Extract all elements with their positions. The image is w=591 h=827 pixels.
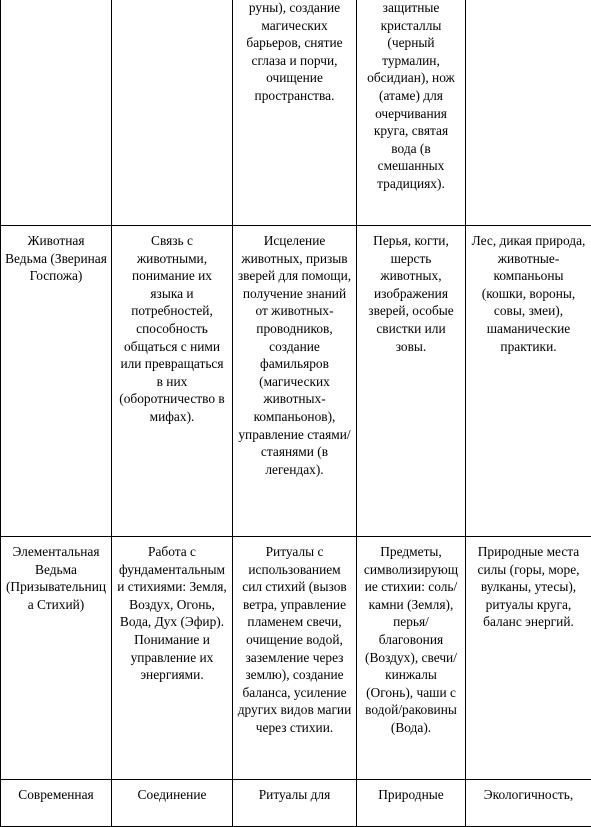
table-cell [466,780,591,827]
witch-type-cell [1,780,112,827]
cell-text: Природные места силы (горы, море, вулканы, утесы), ритуалы круга, баланс энергий. [470,543,587,631]
table-cell [233,780,357,827]
table-cell [466,0,591,226]
table-cell [466,226,591,537]
cell-text: Элементальная Ведьма (Призывательница Стихий) [5,543,107,613]
cell-text: Экологичность, [470,786,587,804]
table-cell [466,537,591,780]
table-cell [1,0,112,226]
cell-text: Исцеление животных, призыв зверей для помощи, получение знаний от животных-проводников, создание фамильяров (магических животных-компаньонов), управление стаями/стаянями (в легендах). [237,232,352,478]
table-cell [357,226,466,537]
table-cell [233,226,357,537]
cell-text: Ритуалы для [237,786,352,804]
table-row [1,780,591,827]
cell-text: Связь с животными, понимание их языка и потребностей, способность общаться с ними или превращаться в них (оборотничество в мифах). [116,232,228,426]
table-cell [357,537,466,780]
table-row [1,0,591,226]
table-cell [112,226,233,537]
witch-type-cell [1,537,112,780]
table-cell [233,537,357,780]
cell-text: Современная [5,786,107,804]
cell-text: Животная Ведьма (Звериная Госпожа) [5,232,107,285]
table-cell [357,780,466,827]
table-cell [112,537,233,780]
cell-text: Предметы, символизирующие стихии: соль/камни (Земля), перья/благовония (Воздух), свечи/кинжалы (Огонь), чаши с водой/раковины (Вода). [361,543,461,737]
cell-text: руны), создание магических барьеров, снятие сглаза и порчи, очищение пространства. [237,0,352,105]
table-cell [233,0,357,226]
cell-text: Природные [361,786,461,804]
witch-type-cell [1,226,112,537]
cell-text: Работа с фундаментальными стихиями: Земля, Воздух, Огонь, Вода, Дух (Эфир). Понимание и управление их энергиями. [116,543,228,684]
table-cell [112,780,233,827]
table-cell [357,0,466,226]
table-row [1,537,591,780]
cell-text: Лес, дикая природа, животные-компаньоны (кошки, вороны, совы, змеи), шаманические практики. [470,232,587,355]
table-cell [112,0,233,226]
table-row [1,226,591,537]
cell-text: Ритуалы с использованием сил стихий (вызов ветра, управление пламенем свечи, очищение водой, заземление через землю), создание баланса, усиление других видов магии через стихии. [237,543,352,737]
cell-text: Перья, когти, шерсть животных, изображения зверей, особые свистки или зовы. [361,232,461,355]
cell-text: Соединение [116,786,228,804]
cell-text: защитные кристаллы (черный турмалин, обсидиан), нож (атаме) для очерчивания круга, святая вода (в смешанных традициях). [361,0,461,193]
